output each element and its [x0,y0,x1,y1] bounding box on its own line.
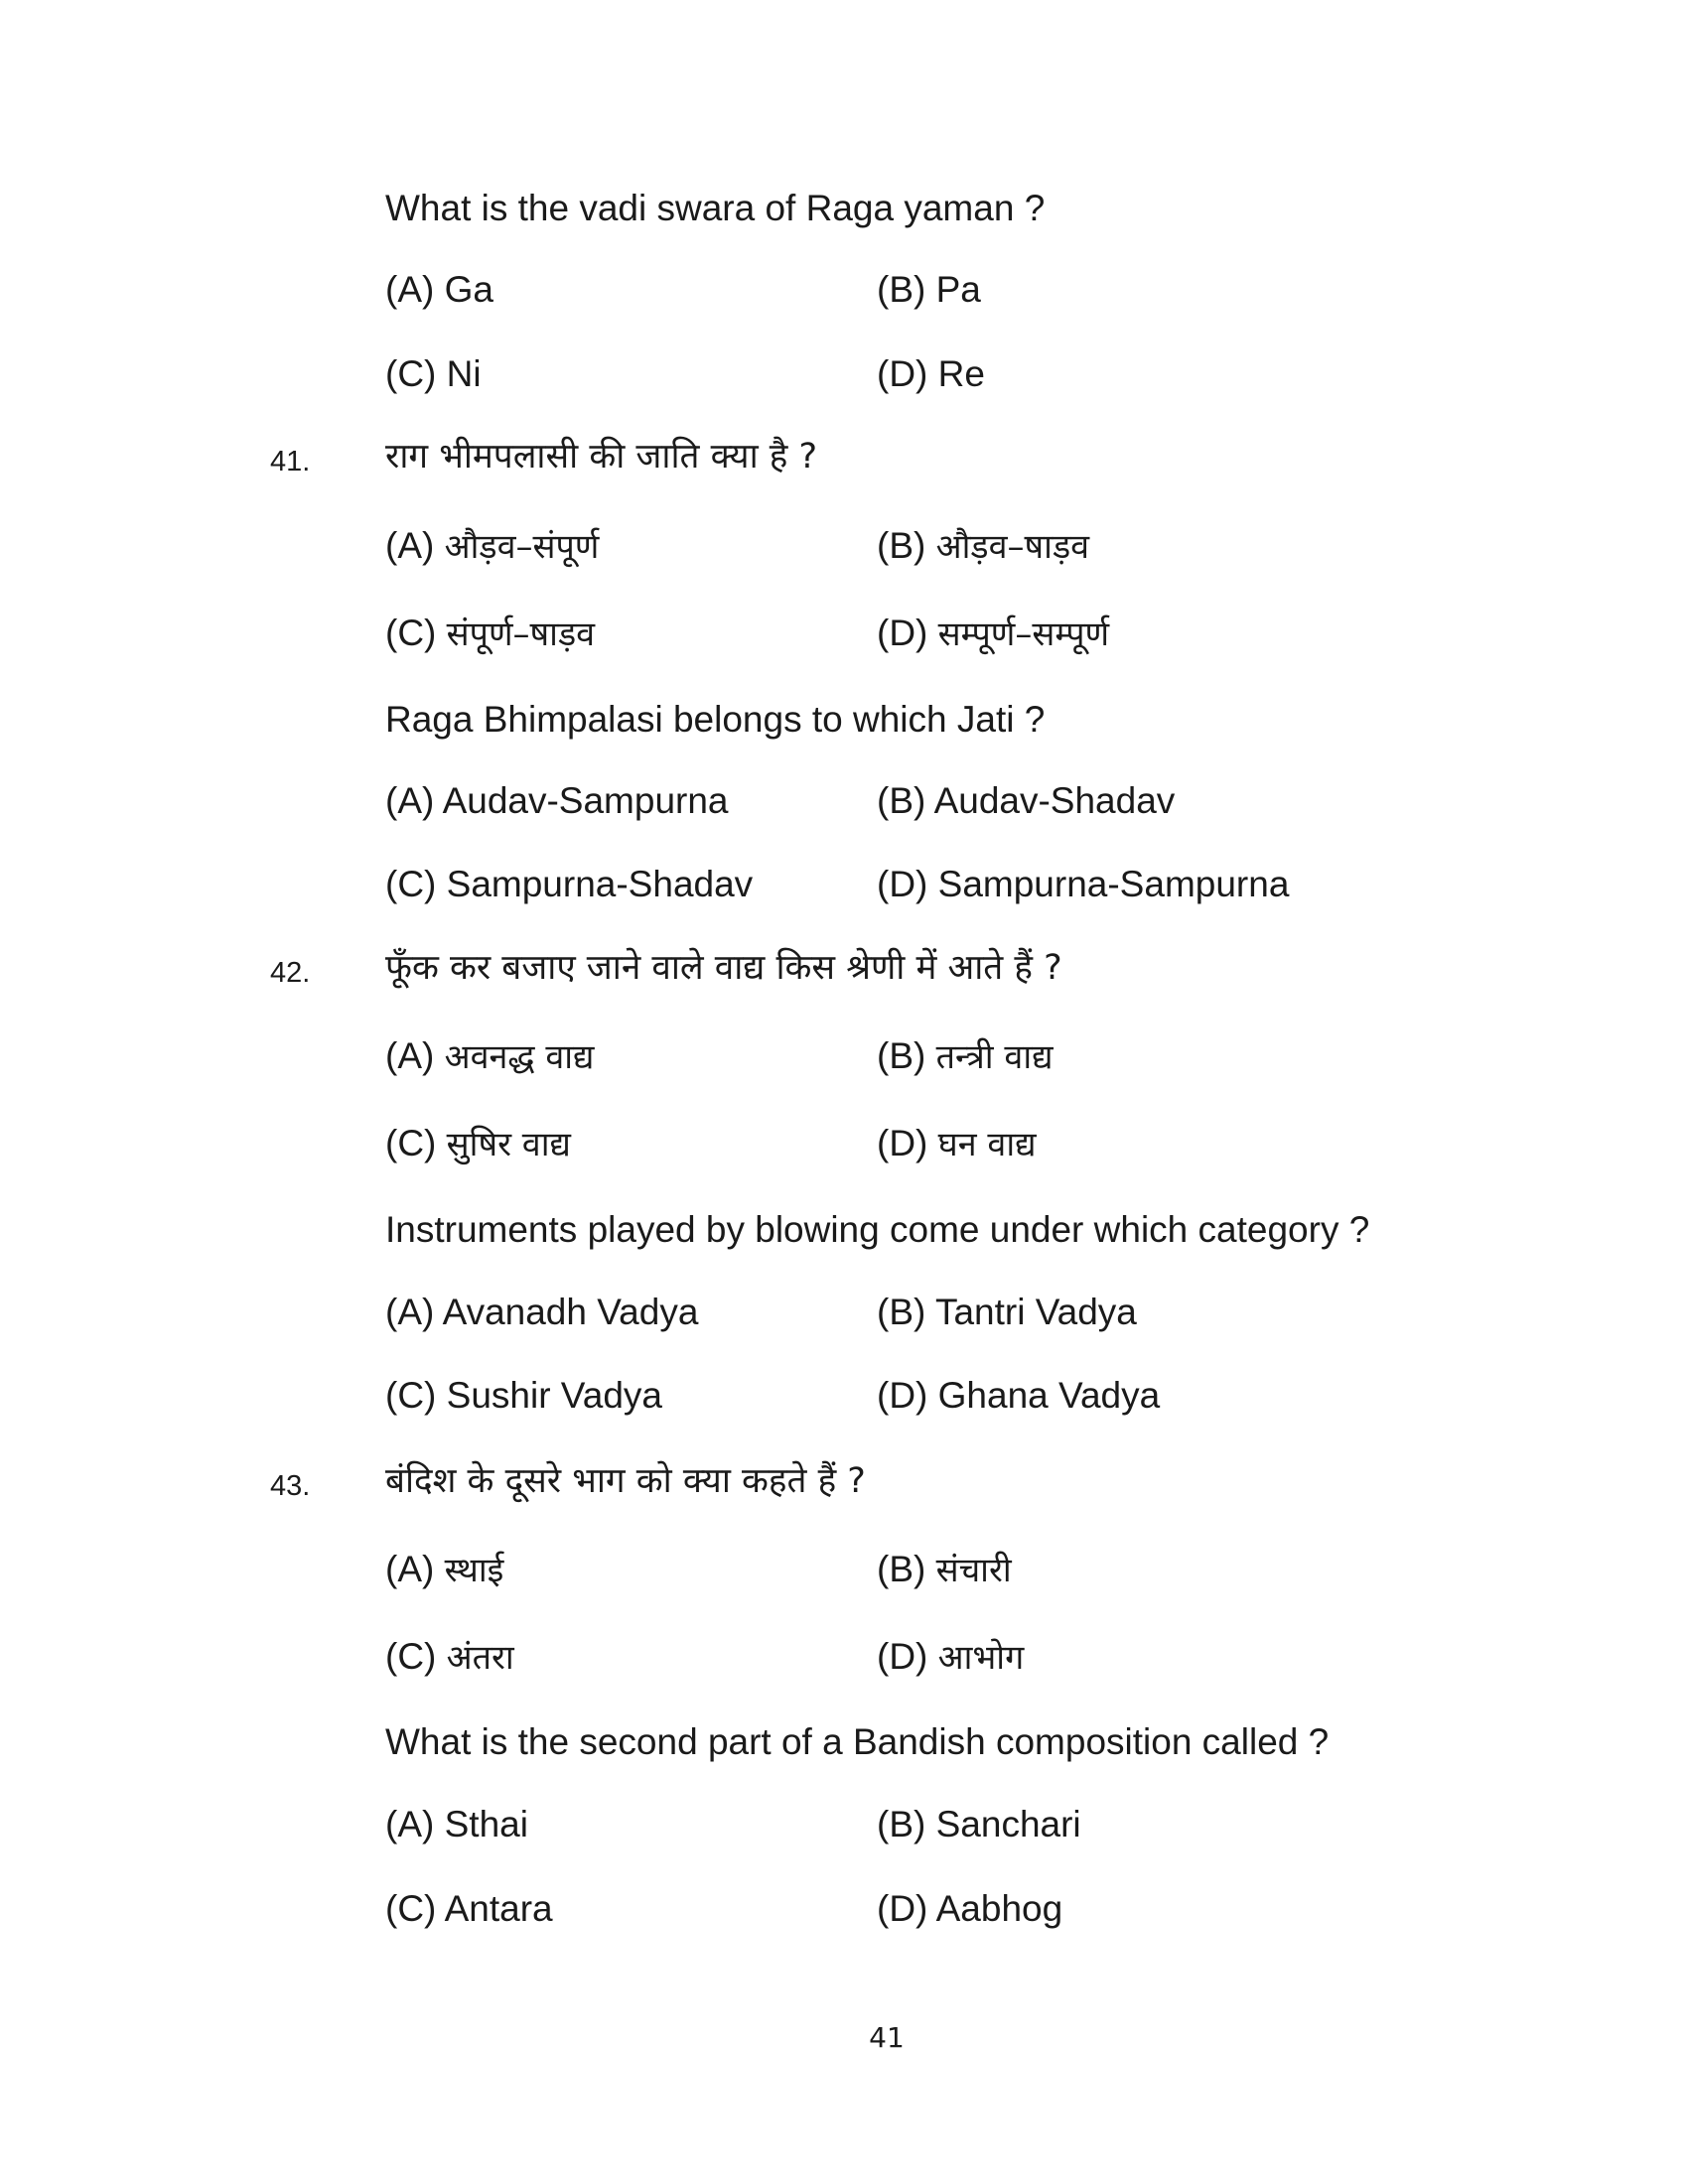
q41-number: 41. [270,446,311,478]
option-text: तन्त्री वाद्य [935,1037,1054,1077]
option-letter: (B) [877,1804,936,1844]
option-text: Re [937,353,985,394]
option-letter: (B) [877,1035,936,1076]
q41-hindi-option-d [877,611,1109,657]
option-letter: (D) [877,864,938,904]
option-text: सुषिर वाद्य [446,1125,571,1164]
option-letter: (B) [877,525,936,566]
q42-hindi-option-d [877,1121,1037,1167]
q42-english-option-b [877,1290,1137,1335]
option-letter: (D) [877,1888,936,1929]
q41-english-question: Raga Bhimpalasi belongs to which Jati ? [385,699,1046,740]
option-letter: (C) [385,864,447,904]
option-text: Audav-Shadav [933,780,1176,821]
option-text: Sampurna-Sampurna [937,864,1290,904]
option-letter: (C) [385,1636,447,1677]
q42-english-option-d [877,1373,1160,1419]
q42-english-option-c [385,1373,662,1419]
q43-english-option-d [877,1886,1062,1932]
q40-option-c [385,351,482,397]
q43-hindi-option-a [385,1547,503,1593]
option-text: Audav-Sampurna [442,780,729,821]
q40-english-question: What is the vadi swara of Raga yaman ? [385,188,1046,228]
option-text: Pa [935,269,981,310]
option-text: स्थाई [444,1551,504,1590]
q42-hindi-option-a [385,1033,594,1080]
q43-english-option-c [385,1886,553,1932]
q41-english-option-a [385,778,729,824]
option-letter: (A) [385,525,445,566]
option-text: Antara [444,1888,553,1929]
q43-english-question: What is the second part of a Bandish composition called ? [385,1721,1330,1762]
q43-english-option-a [385,1802,528,1847]
option-text: सम्पूर्ण–सम्पूर्ण [937,614,1110,654]
option-letter: (D) [877,1636,938,1677]
q43-hindi-option-b [877,1547,1012,1593]
q42-hindi-option-c [385,1121,571,1167]
option-letter: (B) [877,780,934,821]
q41-hindi-question: राग भीमपलासी की जाति क्या है ? [385,437,818,477]
option-text: अवनद्ध वाद्य [444,1037,595,1077]
option-text: Sampurna-Shadav [446,864,754,904]
option-letter: (C) [385,353,447,394]
option-letter: (D) [877,613,938,653]
q42-english-option-a [385,1290,698,1335]
option-text: घन वाद्य [937,1125,1037,1164]
option-letter: (A) [385,269,445,310]
q41-hindi-option-a [385,523,599,570]
option-letter: (B) [877,269,936,310]
q41-hindi-option-b [877,523,1089,570]
option-text: Ghana Vadya [937,1375,1161,1416]
q43-english-option-b [877,1802,1081,1847]
option-text: Sthai [444,1804,528,1844]
option-text: Ni [446,353,482,394]
q41-english-option-c [385,862,753,907]
option-letter: (D) [877,1375,938,1416]
option-text: संचारी [935,1551,1012,1590]
option-letter: (B) [877,1292,935,1332]
q43-hindi-question: बंदिश के दूसरे भाग को क्या कहते हैं ? [385,1461,866,1501]
q43-hindi-option-d [877,1634,1024,1681]
page-number: 41 [869,2021,905,2054]
q42-english-question: Instruments played by blowing come under which category ? [385,1209,1370,1250]
option-text: औड़व–षाड़व [935,527,1090,567]
option-letter: (C) [385,1888,445,1929]
option-text: Tantri Vadya [934,1292,1137,1332]
q42-hindi-option-b [877,1033,1054,1080]
option-letter: (C) [385,613,447,653]
q43-number: 43. [270,1470,311,1502]
q41-english-option-b [877,778,1175,824]
option-text: Aabhog [935,1888,1063,1929]
q42-hindi-question: फूँक कर बजाए जाने वाले वाद्य किस श्रेणी में आते हैं ? [385,948,1062,988]
q40-option-d [877,351,985,397]
q41-hindi-option-c [385,611,595,657]
option-letter: (C) [385,1375,447,1416]
option-text: Avanadh Vadya [442,1292,699,1332]
option-letter: (C) [385,1123,447,1163]
option-text: अंतरा [446,1638,514,1678]
option-text: औड़व–संपूर्ण [444,527,600,567]
option-text: Ga [444,269,493,310]
option-letter: (A) [385,780,443,821]
option-letter: (A) [385,1804,445,1844]
q42-number: 42. [270,957,311,989]
q41-english-option-d [877,862,1289,907]
option-text: Sanchari [935,1804,1081,1844]
option-letter: (A) [385,1292,443,1332]
q40-option-b [877,267,981,313]
option-text: Sushir Vadya [446,1375,662,1416]
q40-option-a [385,267,493,313]
option-letter: (D) [877,353,938,394]
option-letter: (A) [385,1035,445,1076]
q43-hindi-option-c [385,1634,514,1681]
option-letter: (A) [385,1549,445,1589]
option-text: संपूर्ण–षाड़व [446,614,596,654]
option-letter: (D) [877,1123,938,1163]
option-text: आभोग [937,1638,1025,1678]
option-letter: (B) [877,1549,936,1589]
